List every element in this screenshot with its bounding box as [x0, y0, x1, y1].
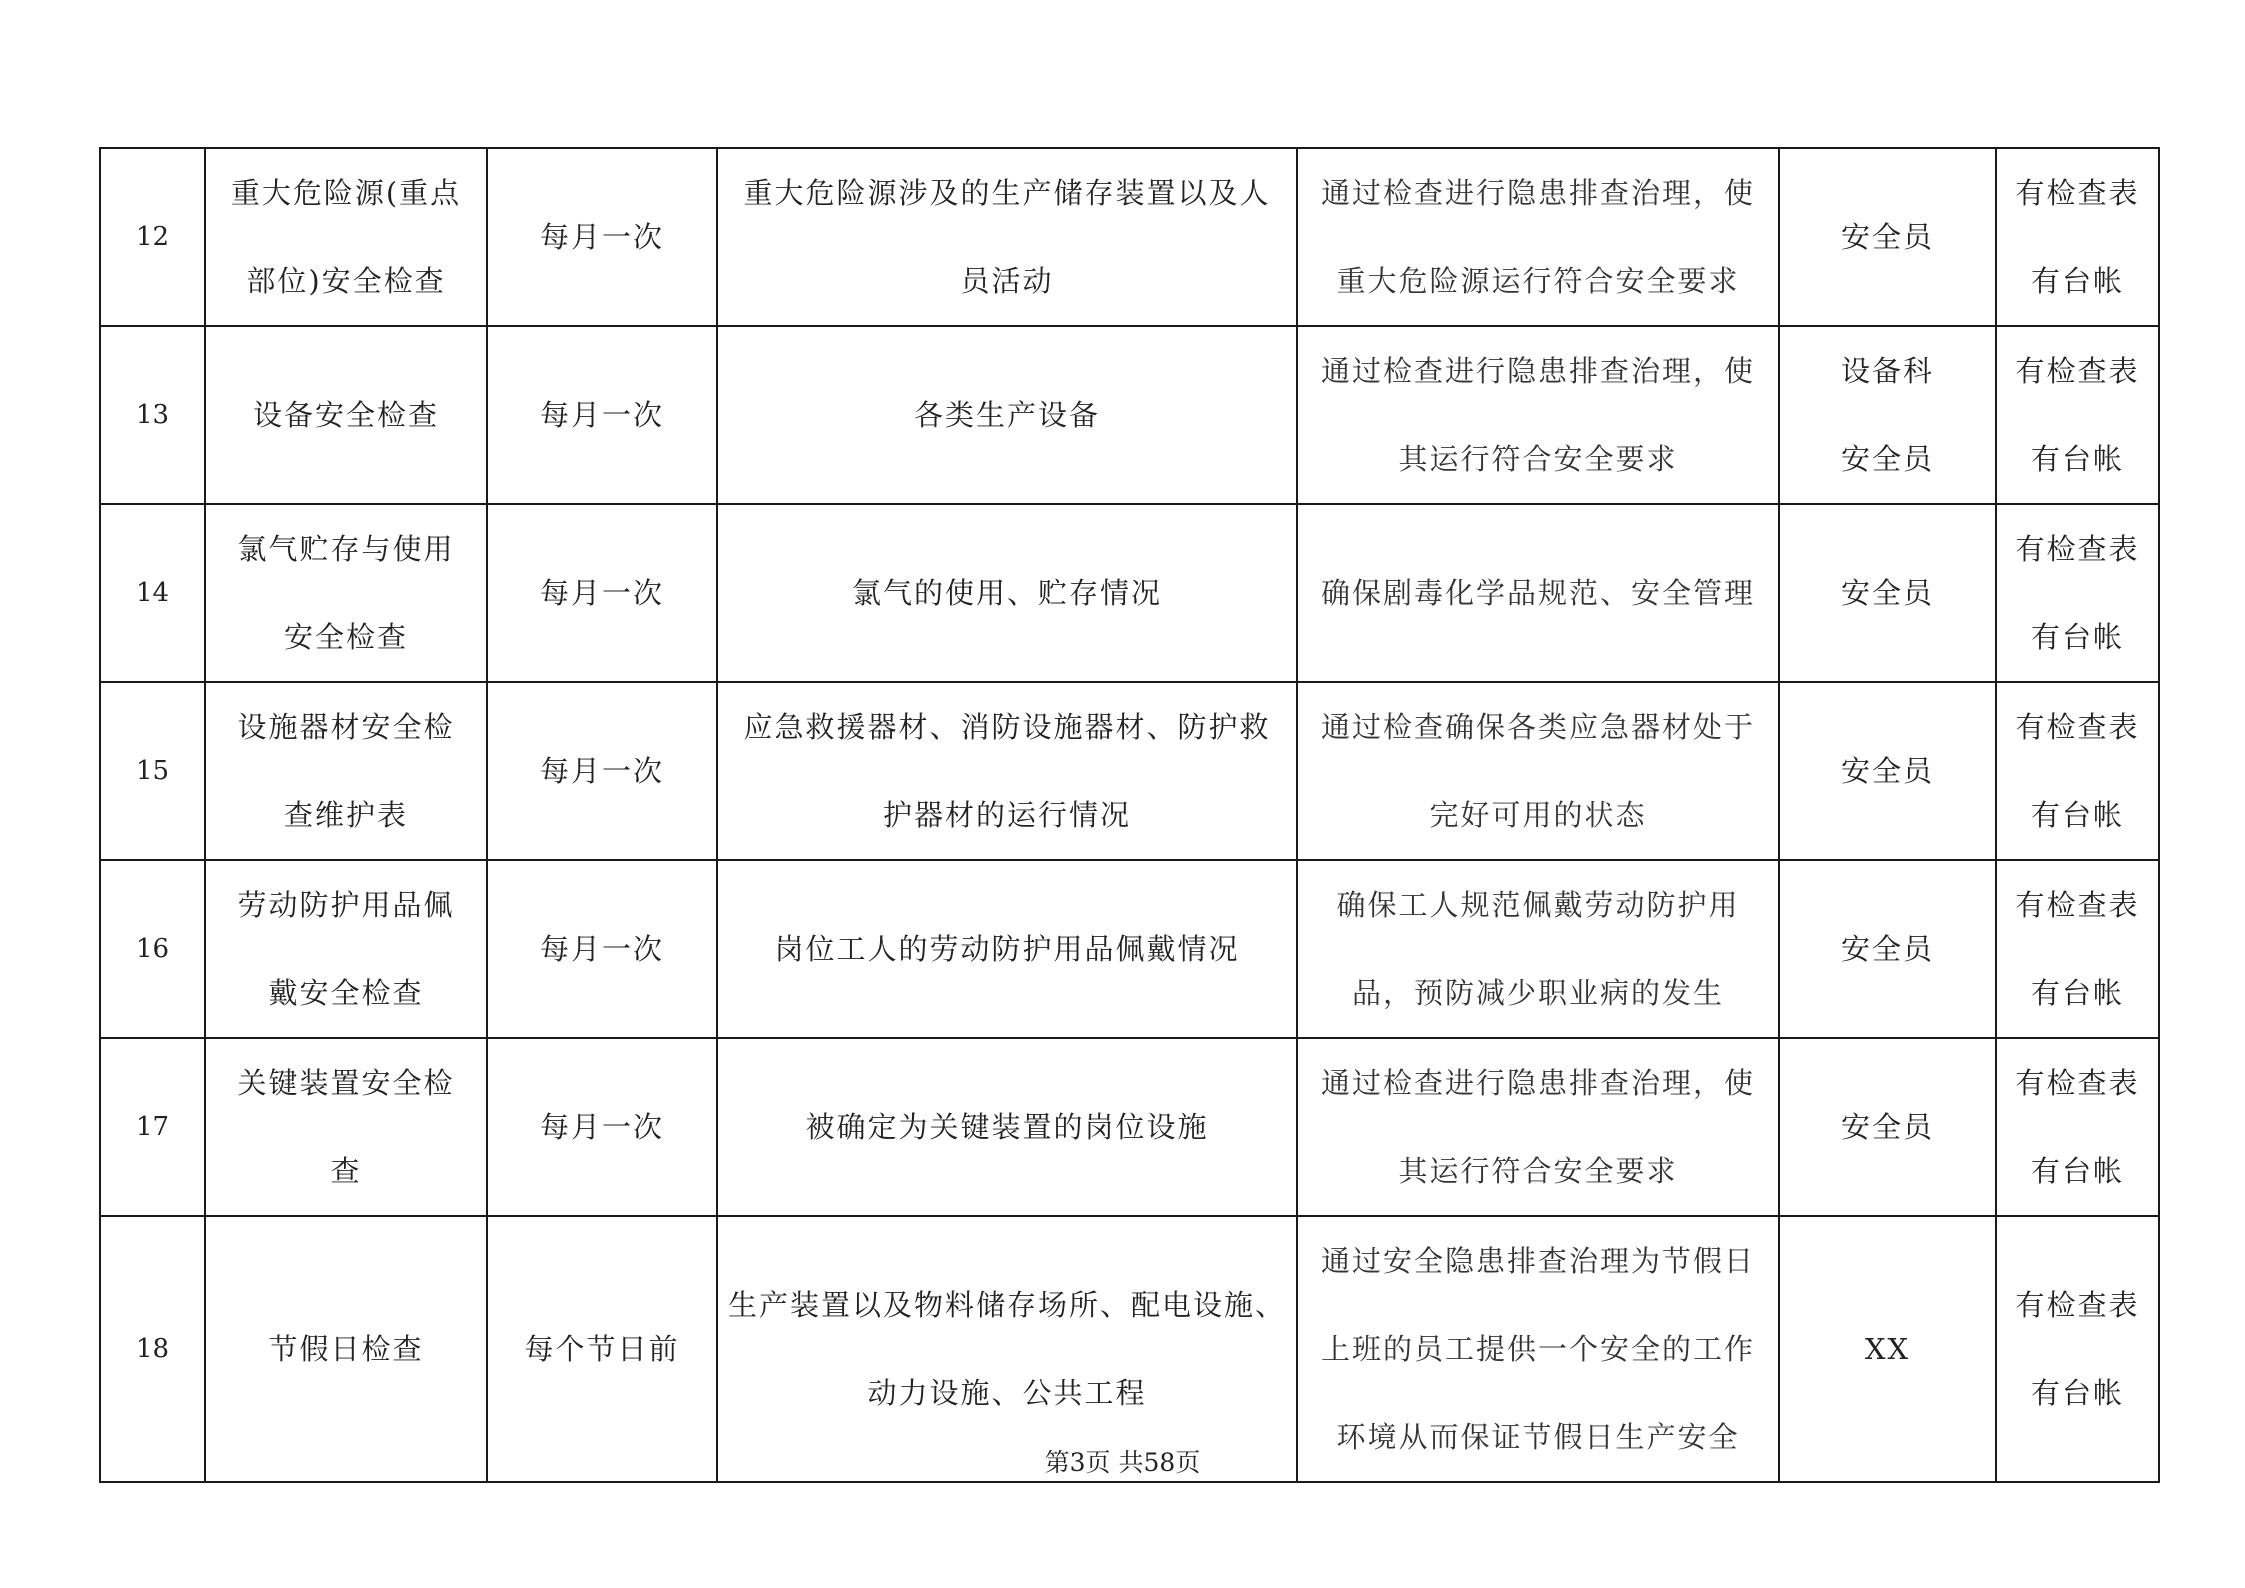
page-number: 第3页 共58页 — [1044, 1448, 1201, 1477]
content-line: 被确定为关键装置的岗位设施 — [805, 1110, 1209, 1144]
purpose-line: 确保工人规范佩戴劳动防护用 — [1336, 888, 1740, 922]
purpose-line: 上班的员工提供一个安全的工作 — [1320, 1332, 1755, 1366]
record-line: 有检查表 — [2015, 354, 2140, 388]
record-line: 有台帐 — [2030, 620, 2124, 654]
table-row — [100, 682, 2159, 860]
purpose-line: 其运行符合安全要求 — [1398, 442, 1678, 476]
record-line: 有检查表 — [2015, 176, 2140, 210]
record-line: 有检查表 — [2015, 1288, 2140, 1322]
content-cell — [717, 860, 1297, 1038]
row-number: 17 — [135, 1112, 170, 1142]
item-cell — [205, 1038, 487, 1216]
content-line: 动力设施、公共工程 — [867, 1376, 1147, 1410]
record-line: 有台帐 — [2030, 442, 2124, 476]
row-number-cell — [100, 148, 205, 326]
item-cell — [205, 682, 487, 860]
page-footer — [0, 1443, 2245, 1479]
item-line: 查维护表 — [283, 798, 408, 832]
item-cell — [205, 860, 487, 1038]
item-cell — [205, 504, 487, 682]
item-line: 部位)安全检查 — [246, 264, 446, 298]
row-number-cell — [100, 860, 205, 1038]
content-line: 岗位工人的劳动防护用品佩戴情况 — [774, 932, 1240, 966]
responsible-line: 安全员 — [1840, 754, 1934, 788]
row-number-cell — [100, 682, 205, 860]
item-line: 氯气贮存与使用 — [237, 532, 455, 566]
responsible-cell — [1779, 148, 1996, 326]
record-line: 有台帐 — [2030, 1376, 2124, 1410]
responsible-cell — [1779, 682, 1996, 860]
table-row — [100, 326, 2159, 504]
item-line: 重大危险源(重点 — [230, 176, 462, 210]
responsible-line: 安全员 — [1840, 220, 1934, 254]
purpose-line: 其运行符合安全要求 — [1398, 1154, 1678, 1188]
row-number-cell — [100, 504, 205, 682]
responsible-line: 安全员 — [1840, 1110, 1934, 1144]
record-cell — [1996, 860, 2159, 1038]
responsible-cell — [1779, 1038, 1996, 1216]
content-cell — [717, 504, 1297, 682]
frequency-line: 每月一次 — [539, 932, 664, 966]
frequency-cell — [487, 148, 717, 326]
inspection-table-body — [100, 148, 2159, 1482]
purpose-line: 品，预防减少职业病的发生 — [1351, 976, 1724, 1010]
purpose-line: 通过检查进行隐患排查治理，使 — [1320, 1066, 1755, 1100]
responsible-line: XX — [1864, 1332, 1911, 1366]
responsible-line: 设备科 — [1840, 354, 1934, 388]
item-line: 设施器材安全检 — [237, 710, 455, 744]
item-line: 劳动防护用品佩 — [237, 888, 455, 922]
table-row — [100, 148, 2159, 326]
record-cell — [1996, 1038, 2159, 1216]
content-cell — [717, 148, 1297, 326]
frequency-cell — [487, 1038, 717, 1216]
record-line: 有台帐 — [2030, 798, 2124, 832]
row-number: 16 — [135, 934, 170, 964]
item-cell — [205, 148, 487, 326]
record-line: 有台帐 — [2030, 264, 2124, 298]
record-cell — [1996, 148, 2159, 326]
item-line: 节假日检查 — [268, 1332, 424, 1366]
record-line: 有检查表 — [2015, 532, 2140, 566]
table-row — [100, 1038, 2159, 1216]
frequency-cell — [487, 682, 717, 860]
frequency-line: 每月一次 — [539, 398, 664, 432]
frequency-line: 每月一次 — [539, 576, 664, 610]
content-line: 员活动 — [960, 264, 1054, 298]
frequency-cell — [487, 860, 717, 1038]
frequency-line: 每个节日前 — [524, 1332, 680, 1366]
purpose-cell — [1297, 326, 1779, 504]
table-row — [100, 860, 2159, 1038]
purpose-line: 重大危险源运行符合安全要求 — [1336, 264, 1740, 298]
purpose-line: 通过安全隐患排查治理为节假日 — [1320, 1244, 1755, 1278]
item-line: 设备安全检查 — [252, 398, 439, 432]
item-cell — [205, 326, 487, 504]
record-line: 有检查表 — [2015, 710, 2140, 744]
row-number: 13 — [135, 400, 170, 430]
row-number: 12 — [135, 222, 170, 252]
purpose-line: 完好可用的状态 — [1429, 798, 1647, 832]
record-line: 有台帐 — [2030, 976, 2124, 1010]
frequency-line: 每月一次 — [539, 1110, 664, 1144]
row-number-cell — [100, 1038, 205, 1216]
row-number: 18 — [135, 1334, 170, 1364]
record-cell — [1996, 326, 2159, 504]
content-cell — [717, 682, 1297, 860]
item-line: 安全检查 — [283, 620, 408, 654]
frequency-line: 每月一次 — [539, 220, 664, 254]
purpose-cell — [1297, 860, 1779, 1038]
record-cell — [1996, 504, 2159, 682]
responsible-cell — [1779, 860, 1996, 1038]
item-line: 关键装置安全检 — [237, 1066, 455, 1100]
purpose-line: 环境从而保证节假日生产安全 — [1336, 1420, 1740, 1454]
frequency-cell — [487, 504, 717, 682]
purpose-line: 通过检查确保各类应急器材处于 — [1320, 710, 1755, 744]
inspection-table — [99, 147, 2160, 1483]
record-cell — [1996, 682, 2159, 860]
content-line: 重大危险源涉及的生产储存装置以及人 — [743, 176, 1271, 210]
responsible-cell — [1779, 504, 1996, 682]
content-line: 生产装置以及物料储存场所、配电设施、 — [728, 1288, 1287, 1322]
purpose-line: 通过检查进行隐患排查治理，使 — [1320, 176, 1755, 210]
item-line: 查 — [330, 1154, 362, 1188]
content-line: 各类生产设备 — [913, 398, 1100, 432]
responsible-line: 安全员 — [1840, 932, 1934, 966]
responsible-cell — [1779, 326, 1996, 504]
content-cell — [717, 1038, 1297, 1216]
frequency-line: 每月一次 — [539, 754, 664, 788]
item-line: 戴安全检查 — [268, 976, 424, 1010]
frequency-cell — [487, 326, 717, 504]
content-line: 护器材的运行情况 — [882, 798, 1131, 832]
record-line: 有台帐 — [2030, 1154, 2124, 1188]
purpose-cell — [1297, 682, 1779, 860]
row-number-cell — [100, 326, 205, 504]
purpose-cell — [1297, 148, 1779, 326]
row-number: 14 — [135, 578, 170, 608]
row-number: 15 — [135, 756, 170, 786]
purpose-cell — [1297, 1038, 1779, 1216]
responsible-line: 安全员 — [1840, 576, 1934, 610]
content-line: 应急救援器材、消防设施器材、防护救 — [743, 710, 1271, 744]
record-line: 有检查表 — [2015, 1066, 2140, 1100]
record-line: 有检查表 — [2015, 888, 2140, 922]
purpose-line: 确保剧毒化学品规范、安全管理 — [1320, 576, 1755, 610]
purpose-cell — [1297, 504, 1779, 682]
content-line: 氯气的使用、贮存情况 — [851, 576, 1162, 610]
responsible-line: 安全员 — [1840, 442, 1934, 476]
content-cell — [717, 326, 1297, 504]
table-row — [100, 504, 2159, 682]
purpose-line: 通过检查进行隐患排查治理，使 — [1320, 354, 1755, 388]
